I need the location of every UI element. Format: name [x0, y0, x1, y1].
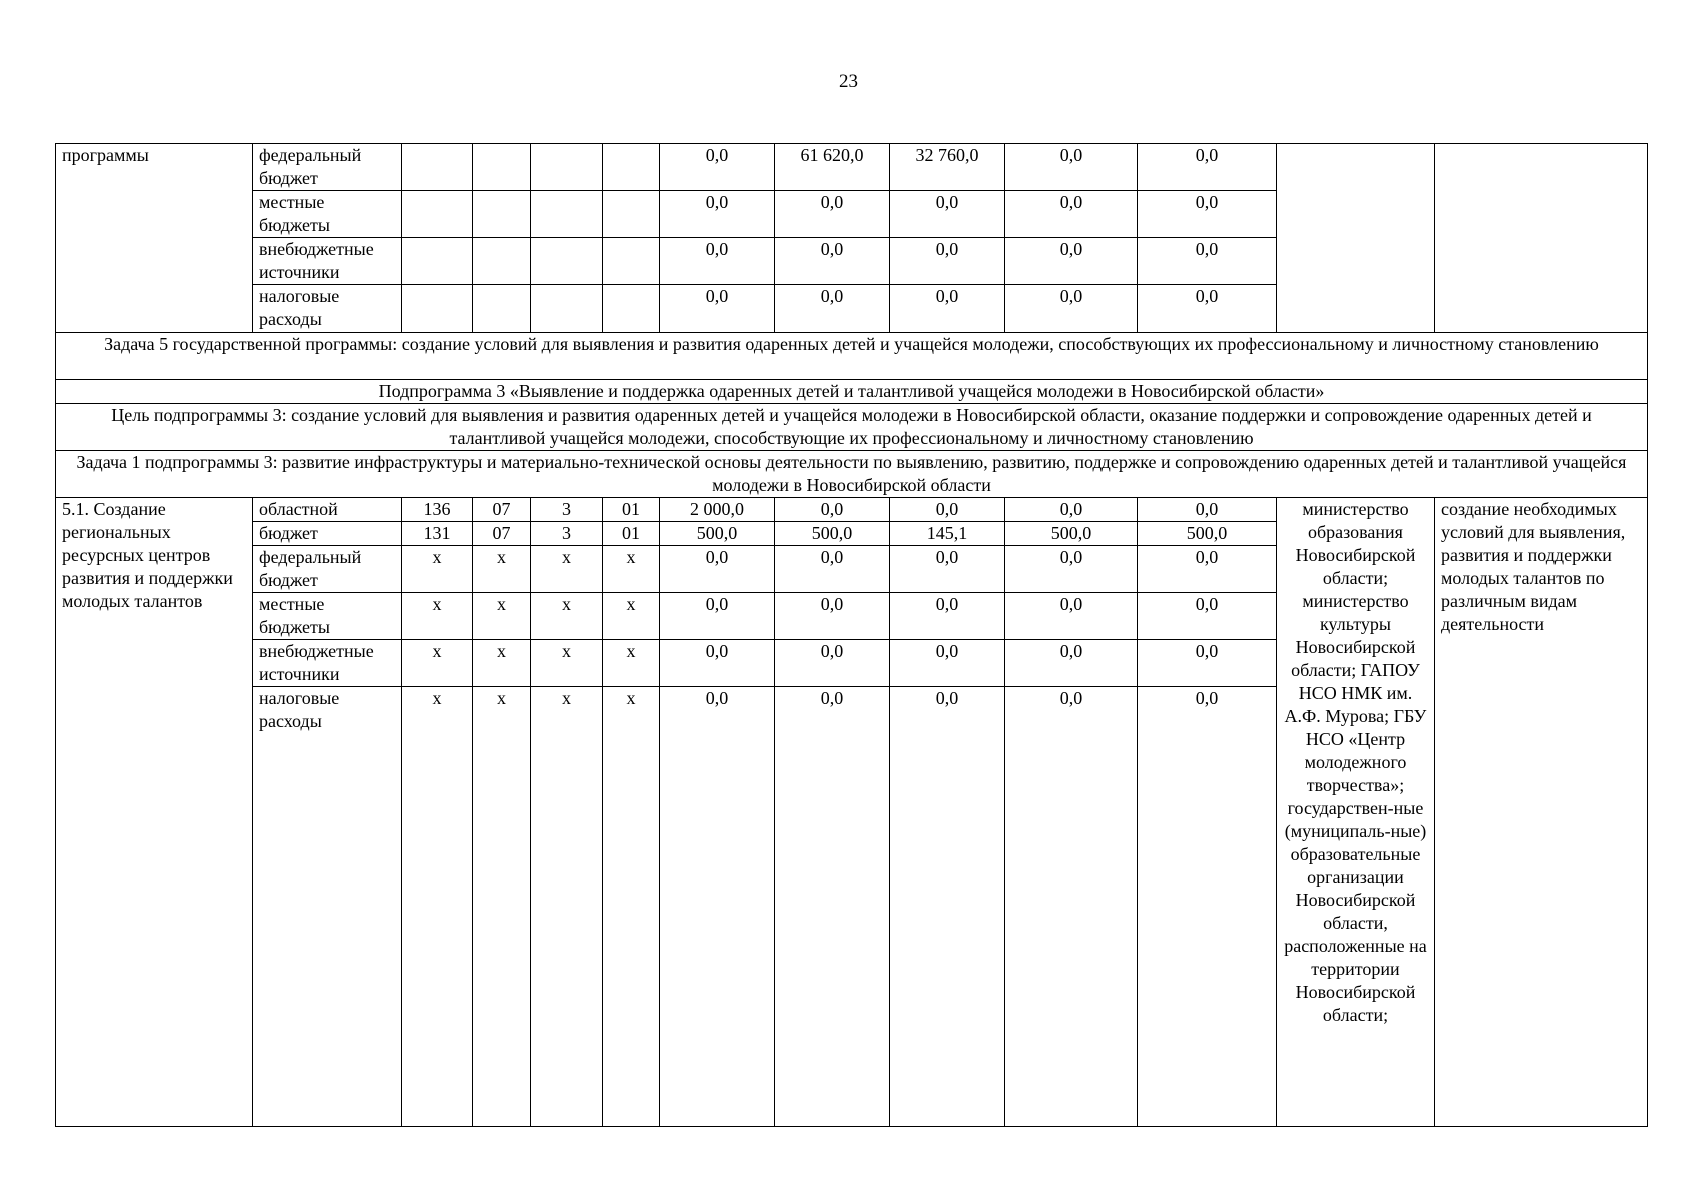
table-row: [56, 498, 1648, 522]
value-cell: 500,0: [1005, 522, 1138, 546]
code-cell: [603, 285, 660, 333]
value-cell: 0,0: [1138, 640, 1277, 687]
code-cell: [531, 285, 603, 333]
code-cell: x: [603, 687, 660, 1127]
code-cell: x: [473, 546, 531, 593]
value-cell: 2 000,0: [660, 498, 775, 522]
task1-banner: Задача 1 подпрограммы 3: развитие инфраструктуры и материально-технической основы деятельности по выявлению, развитию, поддержке и сопровождению одаренных детей и талантливой учащейся молодежи в Новосибирской области: [56, 451, 1648, 498]
value-cell: 0,0: [1005, 687, 1138, 1127]
value-cell: 0,0: [660, 593, 775, 640]
value-cell: 0,0: [775, 640, 890, 687]
value-cell: 0,0: [1005, 285, 1138, 333]
code-cell: [603, 238, 660, 285]
value-cell: 61 620,0: [775, 144, 890, 191]
code-cell: [473, 191, 531, 238]
code-cell: x: [473, 640, 531, 687]
code-cell: x: [531, 593, 603, 640]
value-cell: 0,0: [890, 238, 1005, 285]
code-cell: 3: [531, 522, 603, 546]
value-cell: 0,0: [890, 285, 1005, 333]
table-row: [56, 333, 1648, 380]
value-cell: 0,0: [1138, 593, 1277, 640]
value-cell: 500,0: [775, 522, 890, 546]
source-cell: налоговые расходы: [253, 687, 402, 1127]
value-cell: 0,0: [1005, 191, 1138, 238]
code-cell: [402, 238, 473, 285]
code-cell: x: [531, 640, 603, 687]
code-cell: 07: [473, 498, 531, 522]
table-row: [56, 451, 1648, 498]
code-cell: x: [473, 593, 531, 640]
value-cell: 0,0: [1138, 285, 1277, 333]
value-cell: 0,0: [775, 285, 890, 333]
table-row: [56, 144, 1648, 191]
source-cell: областной: [253, 498, 402, 522]
code-cell: x: [603, 640, 660, 687]
page-number: 23: [839, 71, 858, 92]
result-cell: создание необходимых условий для выявления, развития и поддержки молодых талантов по различным видам деятельности: [1435, 498, 1648, 1127]
code-cell: [473, 238, 531, 285]
source-cell: бюджет: [253, 522, 402, 546]
value-cell: 0,0: [890, 191, 1005, 238]
value-cell: 500,0: [1138, 522, 1277, 546]
task5-banner: Задача 5 государственной программы: создание условий для выявления и развития одаренных детей и учащейся молодежи, способствующих их профессиональному и личностному становлению: [56, 333, 1648, 380]
code-cell: [473, 144, 531, 191]
value-cell: 0,0: [660, 546, 775, 593]
value-cell: 0,0: [1005, 593, 1138, 640]
code-cell: x: [603, 593, 660, 640]
code-cell: 3: [531, 498, 603, 522]
code-cell: [402, 191, 473, 238]
code-cell: [402, 144, 473, 191]
value-cell: 0,0: [1005, 144, 1138, 191]
code-cell: x: [531, 546, 603, 593]
value-cell: 0,0: [775, 593, 890, 640]
responsible-cell: министерство образования Новосибирской области; министерство культуры Новосибирской области; ГАПОУ НСО НМК им. А.Ф. Мурова; ГБУ НСО «Центр молодежного творчества»; государствен-ные (муниципаль-ные) образовательные организации Новосибирской области, расположенные на территории Новосибирской области;: [1277, 498, 1435, 1127]
value-cell: 0,0: [890, 593, 1005, 640]
value-cell: 0,0: [775, 498, 890, 522]
value-cell: 0,0: [1005, 640, 1138, 687]
label-cell: программы: [56, 144, 253, 333]
value-cell: 0,0: [1138, 238, 1277, 285]
code-cell: x: [402, 593, 473, 640]
value-cell: 0,0: [775, 238, 890, 285]
result-cell: [1435, 144, 1648, 333]
source-cell: местные бюджеты: [253, 593, 402, 640]
code-cell: 131: [402, 522, 473, 546]
value-cell: 0,0: [1005, 238, 1138, 285]
code-cell: x: [402, 640, 473, 687]
source-cell: федеральный бюджет: [253, 144, 402, 191]
code-cell: [473, 285, 531, 333]
value-cell: 0,0: [890, 546, 1005, 593]
value-cell: 0,0: [1138, 687, 1277, 1127]
code-cell: x: [473, 687, 531, 1127]
value-cell: 0,0: [775, 546, 890, 593]
value-cell: 0,0: [1138, 144, 1277, 191]
source-cell: внебюджетные источники: [253, 238, 402, 285]
code-cell: [402, 285, 473, 333]
source-cell: внебюджетные источники: [253, 640, 402, 687]
code-cell: [603, 144, 660, 191]
code-cell: [531, 238, 603, 285]
code-cell: 01: [603, 498, 660, 522]
responsible-cell: [1277, 144, 1435, 333]
measure-title-cell: 5.1. Создание региональных ресурсных центров развития и поддержки молодых талантов: [56, 498, 253, 1127]
program-table: [55, 143, 1648, 1127]
source-cell: местные бюджеты: [253, 191, 402, 238]
value-cell: 0,0: [660, 285, 775, 333]
source-cell: налоговые расходы: [253, 285, 402, 333]
goal3-banner: Цель подпрограммы 3: создание условий для выявления и развития одаренных детей и учащейся молодежи в Новосибирской области, оказание поддержки и сопровождение одаренных детей и талантливой учащейся молодежи, способствующие их профессиональному и личностному становлению: [56, 404, 1648, 451]
table-row: [56, 404, 1648, 451]
value-cell: 0,0: [890, 640, 1005, 687]
value-cell: 32 760,0: [890, 144, 1005, 191]
value-cell: 0,0: [1005, 546, 1138, 593]
value-cell: 145,1: [890, 522, 1005, 546]
code-cell: x: [402, 687, 473, 1127]
value-cell: 0,0: [775, 687, 890, 1127]
value-cell: 0,0: [775, 191, 890, 238]
value-cell: 0,0: [660, 191, 775, 238]
code-cell: 07: [473, 522, 531, 546]
value-cell: 0,0: [890, 498, 1005, 522]
value-cell: 0,0: [890, 687, 1005, 1127]
code-cell: 01: [603, 522, 660, 546]
value-cell: 0,0: [1005, 498, 1138, 522]
value-cell: 0,0: [1138, 546, 1277, 593]
code-cell: 136: [402, 498, 473, 522]
code-cell: x: [402, 546, 473, 593]
code-cell: [531, 191, 603, 238]
code-cell: [531, 144, 603, 191]
subprogram3-banner: Подпрограмма 3 «Выявление и поддержка одаренных детей и талантливой учащейся молодежи в Новосибирской области»: [56, 380, 1648, 404]
value-cell: 0,0: [660, 640, 775, 687]
value-cell: 500,0: [660, 522, 775, 546]
value-cell: 0,0: [660, 238, 775, 285]
value-cell: 0,0: [1138, 191, 1277, 238]
code-cell: [603, 191, 660, 238]
source-cell: федеральный бюджет: [253, 546, 402, 593]
table-row: [56, 380, 1648, 404]
value-cell: 0,0: [660, 687, 775, 1127]
value-cell: 0,0: [1138, 498, 1277, 522]
code-cell: x: [531, 687, 603, 1127]
value-cell: 0,0: [660, 144, 775, 191]
code-cell: x: [603, 546, 660, 593]
